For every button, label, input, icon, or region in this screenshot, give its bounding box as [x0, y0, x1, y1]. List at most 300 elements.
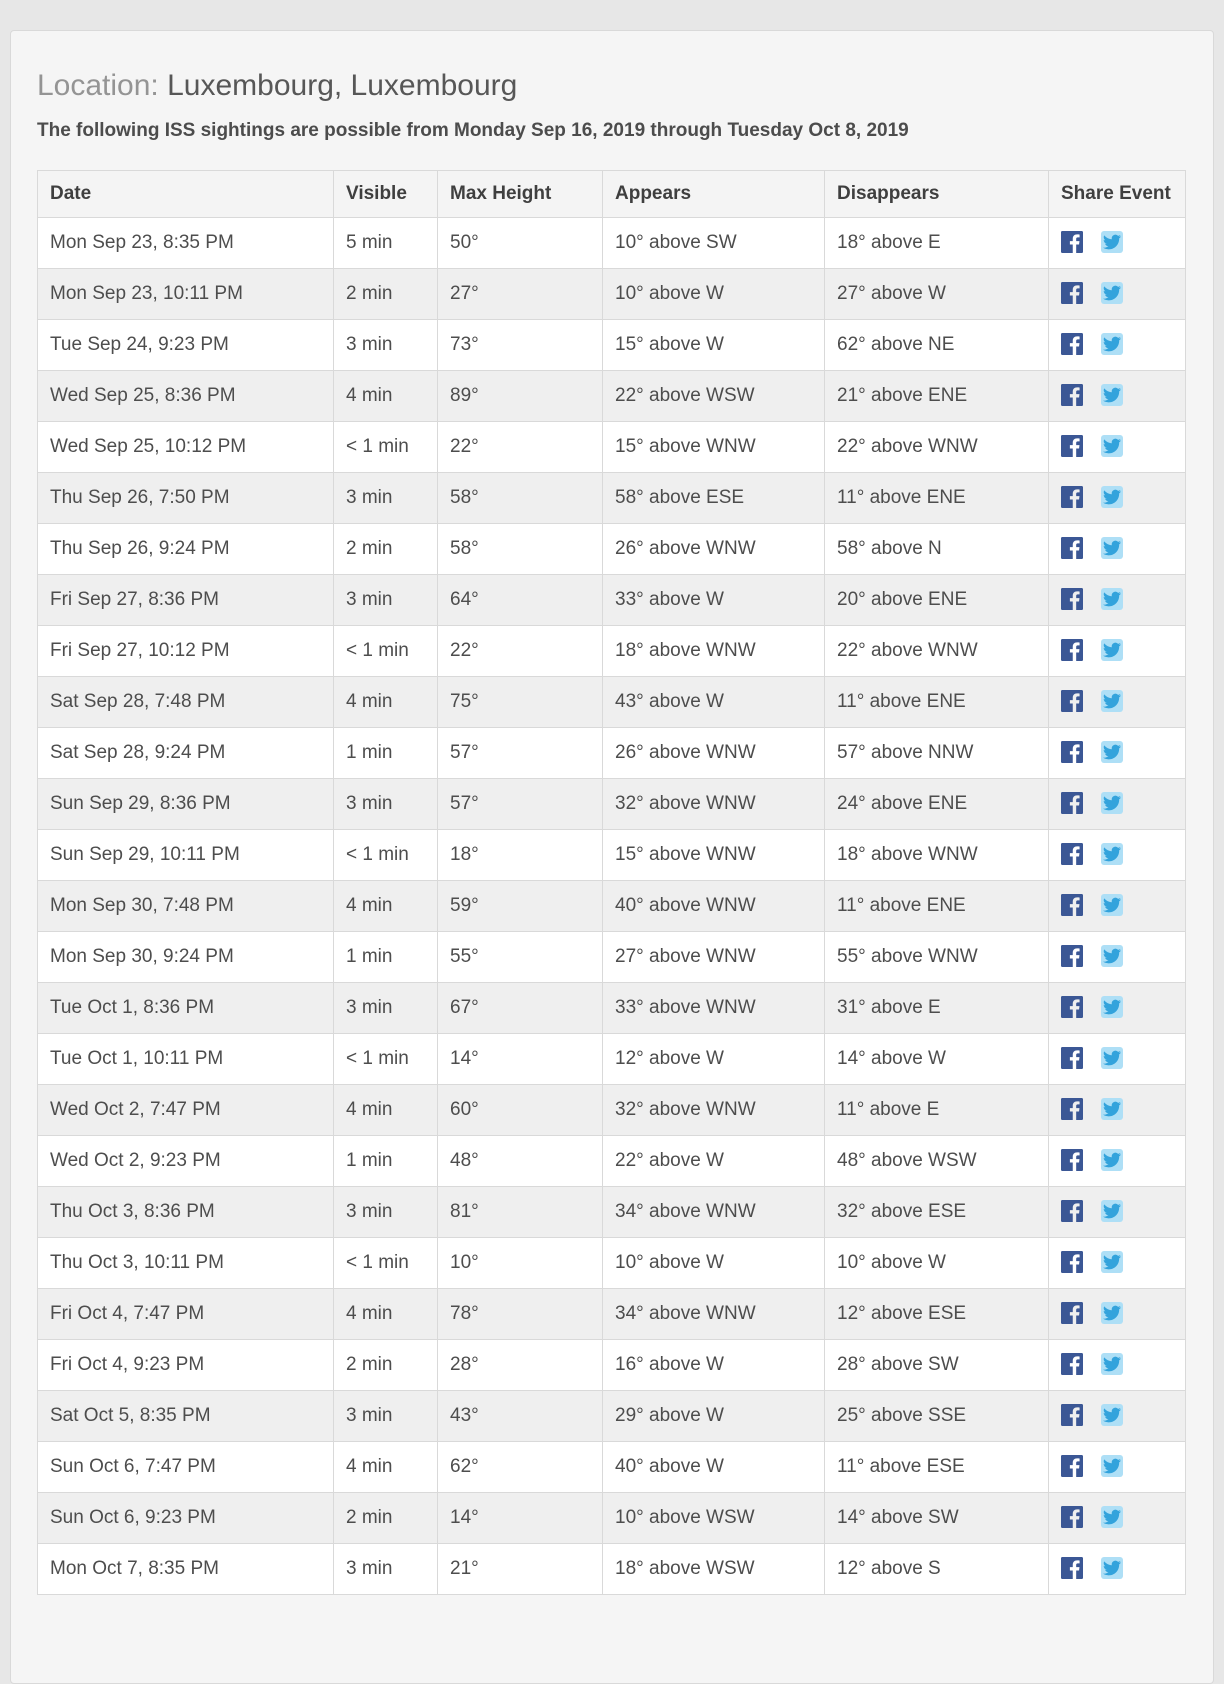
- visible-cell: 2 min: [334, 1339, 438, 1390]
- max-height-cell: 78°: [438, 1288, 603, 1339]
- facebook-share-button[interactable]: [1061, 231, 1083, 253]
- date-cell: Sat Sep 28, 9:24 PM: [38, 727, 334, 778]
- share-cell: [1049, 727, 1186, 778]
- facebook-icon: [1061, 894, 1083, 916]
- date-cell: Mon Sep 30, 7:48 PM: [38, 880, 334, 931]
- facebook-share-button[interactable]: [1061, 1302, 1083, 1324]
- table-row: [38, 829, 1186, 880]
- table-row: [38, 1492, 1186, 1543]
- appears-cell: 34° above WNW: [603, 1288, 825, 1339]
- twitter-share-button[interactable]: [1101, 486, 1123, 508]
- facebook-share-button[interactable]: [1061, 1557, 1083, 1579]
- disappears-cell: 11° above ENE: [825, 676, 1049, 727]
- appears-cell: 22° above WSW: [603, 370, 825, 421]
- appears-cell: 43° above W: [603, 676, 825, 727]
- max-height-cell: 18°: [438, 829, 603, 880]
- date-cell: Thu Sep 26, 7:50 PM: [38, 472, 334, 523]
- share-cell: [1049, 1033, 1186, 1084]
- column-header-max-height: Max Height: [438, 170, 603, 217]
- table-row: [38, 421, 1186, 472]
- facebook-icon: [1061, 843, 1083, 865]
- share-cell: [1049, 1084, 1186, 1135]
- date-cell: Mon Sep 30, 9:24 PM: [38, 931, 334, 982]
- table-row: [38, 574, 1186, 625]
- table-row: [38, 625, 1186, 676]
- facebook-share-button[interactable]: [1061, 1455, 1083, 1477]
- disappears-cell: 48° above WSW: [825, 1135, 1049, 1186]
- twitter-icon: [1103, 233, 1121, 251]
- visible-cell: < 1 min: [334, 1033, 438, 1084]
- twitter-share-button[interactable]: [1101, 588, 1123, 610]
- twitter-icon: [1103, 1355, 1121, 1373]
- date-cell: Wed Sep 25, 8:36 PM: [38, 370, 334, 421]
- disappears-cell: 10° above W: [825, 1237, 1049, 1288]
- share-cell: [1049, 931, 1186, 982]
- disappears-cell: 11° above ENE: [825, 472, 1049, 523]
- disappears-cell: 62° above NE: [825, 319, 1049, 370]
- facebook-icon: [1061, 1047, 1083, 1069]
- twitter-share-button[interactable]: [1101, 1047, 1123, 1069]
- share-cell: [1049, 625, 1186, 676]
- facebook-share-button[interactable]: [1061, 1404, 1083, 1426]
- facebook-share-button[interactable]: [1061, 1251, 1083, 1273]
- disappears-cell: 22° above WNW: [825, 421, 1049, 472]
- twitter-share-button[interactable]: [1101, 1353, 1123, 1375]
- twitter-share-button[interactable]: [1101, 639, 1123, 661]
- twitter-icon: [1103, 1202, 1121, 1220]
- twitter-icon: [1103, 998, 1121, 1016]
- visible-cell: < 1 min: [334, 625, 438, 676]
- appears-cell: 22° above W: [603, 1135, 825, 1186]
- share-cell: [1049, 1441, 1186, 1492]
- visible-cell: 4 min: [334, 370, 438, 421]
- share-cell: [1049, 421, 1186, 472]
- facebook-icon: [1061, 588, 1083, 610]
- table-row: [38, 1135, 1186, 1186]
- twitter-share-button[interactable]: [1101, 1200, 1123, 1222]
- max-height-cell: 10°: [438, 1237, 603, 1288]
- disappears-cell: 14° above SW: [825, 1492, 1049, 1543]
- column-header-appears: Appears: [603, 170, 825, 217]
- date-cell: Sun Sep 29, 10:11 PM: [38, 829, 334, 880]
- twitter-icon: [1103, 947, 1121, 965]
- max-height-cell: 27°: [438, 268, 603, 319]
- date-cell: Thu Oct 3, 10:11 PM: [38, 1237, 334, 1288]
- disappears-cell: 24° above ENE: [825, 778, 1049, 829]
- share-cell: [1049, 1390, 1186, 1441]
- facebook-share-button[interactable]: [1061, 639, 1083, 661]
- facebook-icon: [1061, 1200, 1083, 1222]
- visible-cell: 2 min: [334, 1492, 438, 1543]
- twitter-icon: [1103, 386, 1121, 404]
- table-row: [38, 1288, 1186, 1339]
- share-cell: [1049, 829, 1186, 880]
- visible-cell: 4 min: [334, 1441, 438, 1492]
- twitter-share-button[interactable]: [1101, 1302, 1123, 1324]
- visible-cell: 4 min: [334, 1288, 438, 1339]
- facebook-icon: [1061, 1251, 1083, 1273]
- facebook-share-button[interactable]: [1061, 486, 1083, 508]
- share-cell: [1049, 574, 1186, 625]
- table-row: [38, 1390, 1186, 1441]
- visible-cell: 3 min: [334, 1390, 438, 1441]
- facebook-share-button[interactable]: [1061, 741, 1083, 763]
- facebook-share-button[interactable]: [1061, 435, 1083, 457]
- table-row: [38, 676, 1186, 727]
- column-header-share-event: Share Event: [1049, 170, 1186, 217]
- share-cell: [1049, 319, 1186, 370]
- facebook-icon: [1061, 945, 1083, 967]
- visible-cell: < 1 min: [334, 421, 438, 472]
- visible-cell: 2 min: [334, 268, 438, 319]
- facebook-icon: [1061, 1353, 1083, 1375]
- facebook-share-button[interactable]: [1061, 1506, 1083, 1528]
- facebook-share-button[interactable]: [1061, 945, 1083, 967]
- appears-cell: 10° above SW: [603, 217, 825, 268]
- date-cell: Sat Oct 5, 8:35 PM: [38, 1390, 334, 1441]
- date-cell: Wed Oct 2, 9:23 PM: [38, 1135, 334, 1186]
- date-cell: Wed Oct 2, 7:47 PM: [38, 1084, 334, 1135]
- facebook-share-button[interactable]: [1061, 1149, 1083, 1171]
- twitter-share-button[interactable]: [1101, 537, 1123, 559]
- appears-cell: 15° above WNW: [603, 421, 825, 472]
- appears-cell: 32° above WNW: [603, 778, 825, 829]
- facebook-icon: [1061, 1506, 1083, 1528]
- twitter-icon: [1103, 437, 1121, 455]
- date-cell: Tue Oct 1, 10:11 PM: [38, 1033, 334, 1084]
- max-height-cell: 62°: [438, 1441, 603, 1492]
- facebook-share-button[interactable]: [1061, 1047, 1083, 1069]
- visible-cell: 1 min: [334, 1135, 438, 1186]
- visible-cell: 4 min: [334, 676, 438, 727]
- date-cell: Thu Sep 26, 9:24 PM: [38, 523, 334, 574]
- date-cell: Fri Oct 4, 9:23 PM: [38, 1339, 334, 1390]
- max-height-cell: 89°: [438, 370, 603, 421]
- disappears-cell: 32° above ESE: [825, 1186, 1049, 1237]
- content-card: [10, 30, 1214, 1684]
- facebook-share-button[interactable]: [1061, 282, 1083, 304]
- date-cell: Sat Sep 28, 7:48 PM: [38, 676, 334, 727]
- table-row: [38, 370, 1186, 421]
- twitter-icon: [1103, 1253, 1121, 1271]
- disappears-cell: 12° above S: [825, 1543, 1049, 1594]
- disappears-cell: 27° above W: [825, 268, 1049, 319]
- visible-cell: 3 min: [334, 574, 438, 625]
- twitter-icon: [1103, 539, 1121, 557]
- twitter-share-button[interactable]: [1101, 1404, 1123, 1426]
- table-row: [38, 472, 1186, 523]
- appears-cell: 10° above WSW: [603, 1492, 825, 1543]
- max-height-cell: 14°: [438, 1492, 603, 1543]
- twitter-share-button[interactable]: [1101, 690, 1123, 712]
- twitter-icon: [1103, 1304, 1121, 1322]
- twitter-icon: [1103, 1457, 1121, 1475]
- twitter-share-button[interactable]: [1101, 1557, 1123, 1579]
- disappears-cell: 12° above ESE: [825, 1288, 1049, 1339]
- appears-cell: 33° above W: [603, 574, 825, 625]
- appears-cell: 40° above WNW: [603, 880, 825, 931]
- visible-cell: 3 min: [334, 472, 438, 523]
- visible-cell: 3 min: [334, 319, 438, 370]
- table-row: [38, 217, 1186, 268]
- appears-cell: 26° above WNW: [603, 727, 825, 778]
- facebook-icon: [1061, 996, 1083, 1018]
- twitter-icon: [1103, 590, 1121, 608]
- max-height-cell: 43°: [438, 1390, 603, 1441]
- visible-cell: 5 min: [334, 217, 438, 268]
- disappears-cell: 22° above WNW: [825, 625, 1049, 676]
- twitter-share-button[interactable]: [1101, 945, 1123, 967]
- facebook-share-button[interactable]: [1061, 1200, 1083, 1222]
- twitter-share-button[interactable]: [1101, 1098, 1123, 1120]
- date-cell: Sun Sep 29, 8:36 PM: [38, 778, 334, 829]
- appears-cell: 40° above W: [603, 1441, 825, 1492]
- date-cell: Sun Oct 6, 7:47 PM: [38, 1441, 334, 1492]
- visible-cell: 2 min: [334, 523, 438, 574]
- twitter-share-button[interactable]: [1101, 1149, 1123, 1171]
- disappears-cell: 28° above SW: [825, 1339, 1049, 1390]
- visible-cell: 4 min: [334, 1084, 438, 1135]
- facebook-icon: [1061, 792, 1083, 814]
- share-cell: [1049, 982, 1186, 1033]
- share-cell: [1049, 778, 1186, 829]
- twitter-icon: [1103, 794, 1121, 812]
- column-header-visible: Visible: [334, 170, 438, 217]
- facebook-share-button[interactable]: [1061, 843, 1083, 865]
- date-cell: Wed Sep 25, 10:12 PM: [38, 421, 334, 472]
- column-header-date: Date: [38, 170, 334, 217]
- twitter-icon: [1103, 488, 1121, 506]
- twitter-icon: [1103, 845, 1121, 863]
- twitter-share-button[interactable]: [1101, 1251, 1123, 1273]
- facebook-icon: [1061, 690, 1083, 712]
- twitter-icon: [1103, 335, 1121, 353]
- disappears-cell: 11° above E: [825, 1084, 1049, 1135]
- share-cell: [1049, 217, 1186, 268]
- twitter-icon: [1103, 1508, 1121, 1526]
- date-cell: Mon Sep 23, 8:35 PM: [38, 217, 334, 268]
- date-cell: Fri Sep 27, 8:36 PM: [38, 574, 334, 625]
- twitter-share-button[interactable]: [1101, 1506, 1123, 1528]
- table-row: [38, 1084, 1186, 1135]
- table-row: [38, 880, 1186, 931]
- twitter-share-button[interactable]: [1101, 792, 1123, 814]
- disappears-cell: 11° above ESE: [825, 1441, 1049, 1492]
- disappears-cell: 58° above N: [825, 523, 1049, 574]
- twitter-icon: [1103, 896, 1121, 914]
- date-cell: Mon Sep 23, 10:11 PM: [38, 268, 334, 319]
- facebook-share-button[interactable]: [1061, 792, 1083, 814]
- appears-cell: 58° above ESE: [603, 472, 825, 523]
- max-height-cell: 22°: [438, 625, 603, 676]
- facebook-icon: [1061, 384, 1083, 406]
- appears-cell: 16° above W: [603, 1339, 825, 1390]
- disappears-cell: 14° above W: [825, 1033, 1049, 1084]
- page-subtitle: The following ISS sightings are possible from Monday Sep 16, 2019 through Tuesday Oct 8, 2019: [37, 119, 909, 141]
- facebook-icon: [1061, 231, 1083, 253]
- header-row: [38, 170, 1186, 217]
- twitter-share-button[interactable]: [1101, 435, 1123, 457]
- facebook-icon: [1061, 486, 1083, 508]
- share-cell: [1049, 880, 1186, 931]
- twitter-icon: [1103, 1049, 1121, 1067]
- share-cell: [1049, 1135, 1186, 1186]
- twitter-share-button[interactable]: [1101, 384, 1123, 406]
- share-cell: [1049, 676, 1186, 727]
- disappears-cell: 55° above WNW: [825, 931, 1049, 982]
- max-height-cell: 58°: [438, 523, 603, 574]
- disappears-cell: 21° above ENE: [825, 370, 1049, 421]
- share-cell: [1049, 1237, 1186, 1288]
- share-cell: [1049, 1543, 1186, 1594]
- facebook-icon: [1061, 1404, 1083, 1426]
- visible-cell: 1 min: [334, 931, 438, 982]
- appears-cell: 33° above WNW: [603, 982, 825, 1033]
- facebook-share-button[interactable]: [1061, 1098, 1083, 1120]
- table-row: [38, 523, 1186, 574]
- appears-cell: 10° above W: [603, 268, 825, 319]
- facebook-share-button[interactable]: [1061, 333, 1083, 355]
- share-cell: [1049, 1492, 1186, 1543]
- max-height-cell: 60°: [438, 1084, 603, 1135]
- twitter-share-button[interactable]: [1101, 843, 1123, 865]
- facebook-share-button[interactable]: [1061, 1353, 1083, 1375]
- share-cell: [1049, 1186, 1186, 1237]
- sightings-table: [37, 170, 1186, 1595]
- visible-cell: 4 min: [334, 880, 438, 931]
- facebook-icon: [1061, 1149, 1083, 1171]
- column-header-disappears: Disappears: [825, 170, 1049, 217]
- twitter-icon: [1103, 641, 1121, 659]
- visible-cell: 3 min: [334, 1543, 438, 1594]
- share-cell: [1049, 1288, 1186, 1339]
- date-cell: Tue Oct 1, 8:36 PM: [38, 982, 334, 1033]
- table-row: [38, 1033, 1186, 1084]
- max-height-cell: 50°: [438, 217, 603, 268]
- appears-cell: 29° above W: [603, 1390, 825, 1441]
- appears-cell: 15° above WNW: [603, 829, 825, 880]
- disappears-cell: 11° above ENE: [825, 880, 1049, 931]
- date-cell: Fri Sep 27, 10:12 PM: [38, 625, 334, 676]
- max-height-cell: 55°: [438, 931, 603, 982]
- twitter-share-button[interactable]: [1101, 333, 1123, 355]
- facebook-icon: [1061, 282, 1083, 304]
- share-cell: [1049, 1339, 1186, 1390]
- disappears-cell: 20° above ENE: [825, 574, 1049, 625]
- facebook-icon: [1061, 537, 1083, 559]
- date-cell: Sun Oct 6, 9:23 PM: [38, 1492, 334, 1543]
- twitter-icon: [1103, 1151, 1121, 1169]
- appears-cell: 18° above WNW: [603, 625, 825, 676]
- twitter-icon: [1103, 284, 1121, 302]
- appears-cell: 32° above WNW: [603, 1084, 825, 1135]
- twitter-share-button[interactable]: [1101, 894, 1123, 916]
- twitter-icon: [1103, 1406, 1121, 1424]
- max-height-cell: 21°: [438, 1543, 603, 1594]
- facebook-icon: [1061, 1302, 1083, 1324]
- location-label: Location:: [37, 69, 159, 102]
- table-row: [38, 778, 1186, 829]
- max-height-cell: 58°: [438, 472, 603, 523]
- max-height-cell: 14°: [438, 1033, 603, 1084]
- facebook-share-button[interactable]: [1061, 894, 1083, 916]
- max-height-cell: 73°: [438, 319, 603, 370]
- facebook-share-button[interactable]: [1061, 384, 1083, 406]
- location-value: Luxembourg, Luxembourg: [167, 69, 518, 102]
- visible-cell: 3 min: [334, 1186, 438, 1237]
- max-height-cell: 28°: [438, 1339, 603, 1390]
- twitter-icon: [1103, 743, 1121, 761]
- twitter-share-button[interactable]: [1101, 282, 1123, 304]
- twitter-icon: [1103, 1100, 1121, 1118]
- max-height-cell: 22°: [438, 421, 603, 472]
- max-height-cell: 64°: [438, 574, 603, 625]
- max-height-cell: 67°: [438, 982, 603, 1033]
- disappears-cell: 25° above SSE: [825, 1390, 1049, 1441]
- table-row: [38, 1441, 1186, 1492]
- facebook-icon: [1061, 333, 1083, 355]
- facebook-icon: [1061, 1557, 1083, 1579]
- table-row: [38, 268, 1186, 319]
- facebook-share-button[interactable]: [1061, 690, 1083, 712]
- appears-cell: 15° above W: [603, 319, 825, 370]
- sightings-table-body: [38, 217, 1186, 1594]
- twitter-share-button[interactable]: [1101, 231, 1123, 253]
- max-height-cell: 48°: [438, 1135, 603, 1186]
- table-row: [38, 1339, 1186, 1390]
- disappears-cell: 18° above E: [825, 217, 1049, 268]
- twitter-share-button[interactable]: [1101, 996, 1123, 1018]
- share-cell: [1049, 370, 1186, 421]
- date-cell: Tue Sep 24, 9:23 PM: [38, 319, 334, 370]
- page-title: [37, 69, 1187, 104]
- table-row: [38, 1186, 1186, 1237]
- twitter-share-button[interactable]: [1101, 1455, 1123, 1477]
- appears-cell: 10° above W: [603, 1237, 825, 1288]
- share-cell: [1049, 523, 1186, 574]
- facebook-icon: [1061, 741, 1083, 763]
- date-cell: Fri Oct 4, 7:47 PM: [38, 1288, 334, 1339]
- visible-cell: 3 min: [334, 778, 438, 829]
- max-height-cell: 59°: [438, 880, 603, 931]
- facebook-share-button[interactable]: [1061, 537, 1083, 559]
- max-height-cell: 75°: [438, 676, 603, 727]
- table-row: [38, 727, 1186, 778]
- max-height-cell: 81°: [438, 1186, 603, 1237]
- visible-cell: 3 min: [334, 982, 438, 1033]
- facebook-icon: [1061, 1455, 1083, 1477]
- disappears-cell: 18° above WNW: [825, 829, 1049, 880]
- table-row: [38, 982, 1186, 1033]
- visible-cell: < 1 min: [334, 1237, 438, 1288]
- disappears-cell: 57° above NNW: [825, 727, 1049, 778]
- share-cell: [1049, 472, 1186, 523]
- facebook-icon: [1061, 639, 1083, 661]
- table-row: [38, 1237, 1186, 1288]
- visible-cell: 1 min: [334, 727, 438, 778]
- twitter-icon: [1103, 692, 1121, 710]
- date-cell: Mon Oct 7, 8:35 PM: [38, 1543, 334, 1594]
- facebook-share-button[interactable]: [1061, 588, 1083, 610]
- visible-cell: < 1 min: [334, 829, 438, 880]
- twitter-share-button[interactable]: [1101, 741, 1123, 763]
- facebook-icon: [1061, 1098, 1083, 1120]
- share-cell: [1049, 268, 1186, 319]
- table-row: [38, 931, 1186, 982]
- disappears-cell: 31° above E: [825, 982, 1049, 1033]
- facebook-share-button[interactable]: [1061, 996, 1083, 1018]
- max-height-cell: 57°: [438, 727, 603, 778]
